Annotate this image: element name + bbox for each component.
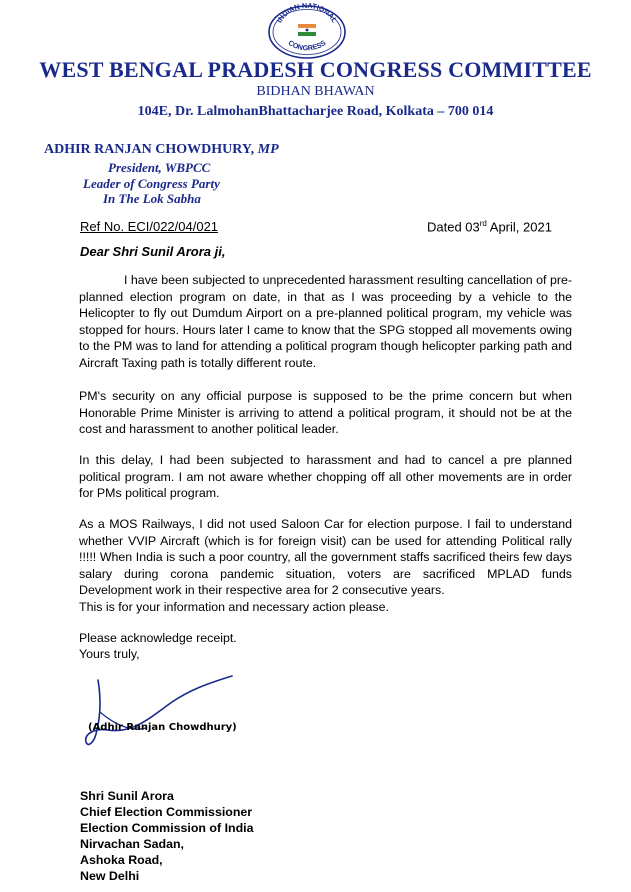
- date-suffix: April, 2021: [486, 219, 552, 235]
- address: 104E, Dr. LalmohanBhattacharjee Road, Kolkata – 700 014: [137, 104, 494, 119]
- date-prefix: Dated 03: [427, 219, 480, 235]
- recipient-line-4: Nirvachan Sadan,: [80, 837, 184, 851]
- body-paragraph-3: In this delay, I had been subjected to harassment and had to cancel a pre planned political program. I am not aware whether chopping off all other movements are in order for PMs political program.: [79, 453, 572, 500]
- reference-number: Ref No. ECI/022/04/021: [80, 219, 219, 234]
- closing-acknowledge: Please acknowledge receipt.: [79, 631, 237, 645]
- signature-scribble: [80, 672, 250, 762]
- sender-name: [44, 142, 279, 158]
- organization-title: WEST BENGAL PRADESH CONGRESS COMMITTEE: [39, 57, 592, 82]
- sender-suffix: MP: [257, 142, 279, 157]
- signature: [80, 672, 250, 762]
- flag-icon: [298, 24, 316, 36]
- closing-yours-truly: Yours truly,: [79, 647, 140, 661]
- signatory-name: (Adhir Ranjan Chowdhury): [88, 722, 237, 733]
- recipient-address: [80, 788, 254, 884]
- letter-date: [427, 219, 552, 234]
- seal-graphic: [265, 2, 349, 60]
- building-name: BIDHAN BHAWAN: [256, 84, 375, 99]
- recipient-line-5: Ashoka Road,: [80, 853, 163, 867]
- sender-name-text: ADHIR RANJAN CHOWDHURY,: [44, 142, 255, 157]
- recipient-line-2: Chief Election Commissioner: [80, 805, 253, 819]
- seal-bottom-text: CONGRESS: [286, 38, 328, 53]
- party-seal: [265, 2, 349, 60]
- body-paragraph-2: PM's security on any official purpose is supposed to be the prime concern but when Honorable Prime Minister is arriving to attend a political program, it should not be at the cost and harassment to another political leader.: [79, 389, 572, 436]
- sender-designation-1: President, WBPCC: [108, 160, 211, 175]
- seal-top-text: INDIAN NATIONAL: [274, 2, 340, 25]
- body-paragraph-1: I have been subjected to unprecedented harassment resulting cancellation of pre-planned election program on date, in that as I was proceeding by a vehicle to the Helicopter to fly out Dumdum Airport on a pre-planned political program, my vehicle was stopped for hours. Hours later I came to know that the SPG stopped all movements owing to the PM was to land for attending a political program though helicopter parking path and Aircraft Taxing path is totally different route.: [79, 273, 572, 370]
- recipient-line-3: Election Commission of India: [80, 821, 254, 835]
- body-paragraph-5: This is for your information and necessary action please.: [79, 600, 389, 614]
- recipient-line-6: New Delhi: [80, 869, 140, 883]
- sender-designation-3: In The Lok Sabha: [103, 191, 201, 206]
- date-ordinal: rd: [479, 219, 487, 228]
- recipient-line-1: Shri Sunil Arora: [80, 789, 174, 803]
- sender-designation-2: Leader of Congress Party: [83, 176, 220, 191]
- salutation: Dear Shri Sunil Arora ji,: [80, 244, 226, 259]
- body-paragraph-4: As a MOS Railways, I did not used Saloon Car for election purpose. I fail to understand whether VVIP Aircraft (which is for foreign visit) can be used for attending Political rally !!!!! When India is such a poor country, all the government staffs sacrificed theirs few days salary during corona pandemic situation, voters are sacrificed MPLAD funds Development work in their respective area for 2 consecutive years.: [79, 517, 572, 597]
